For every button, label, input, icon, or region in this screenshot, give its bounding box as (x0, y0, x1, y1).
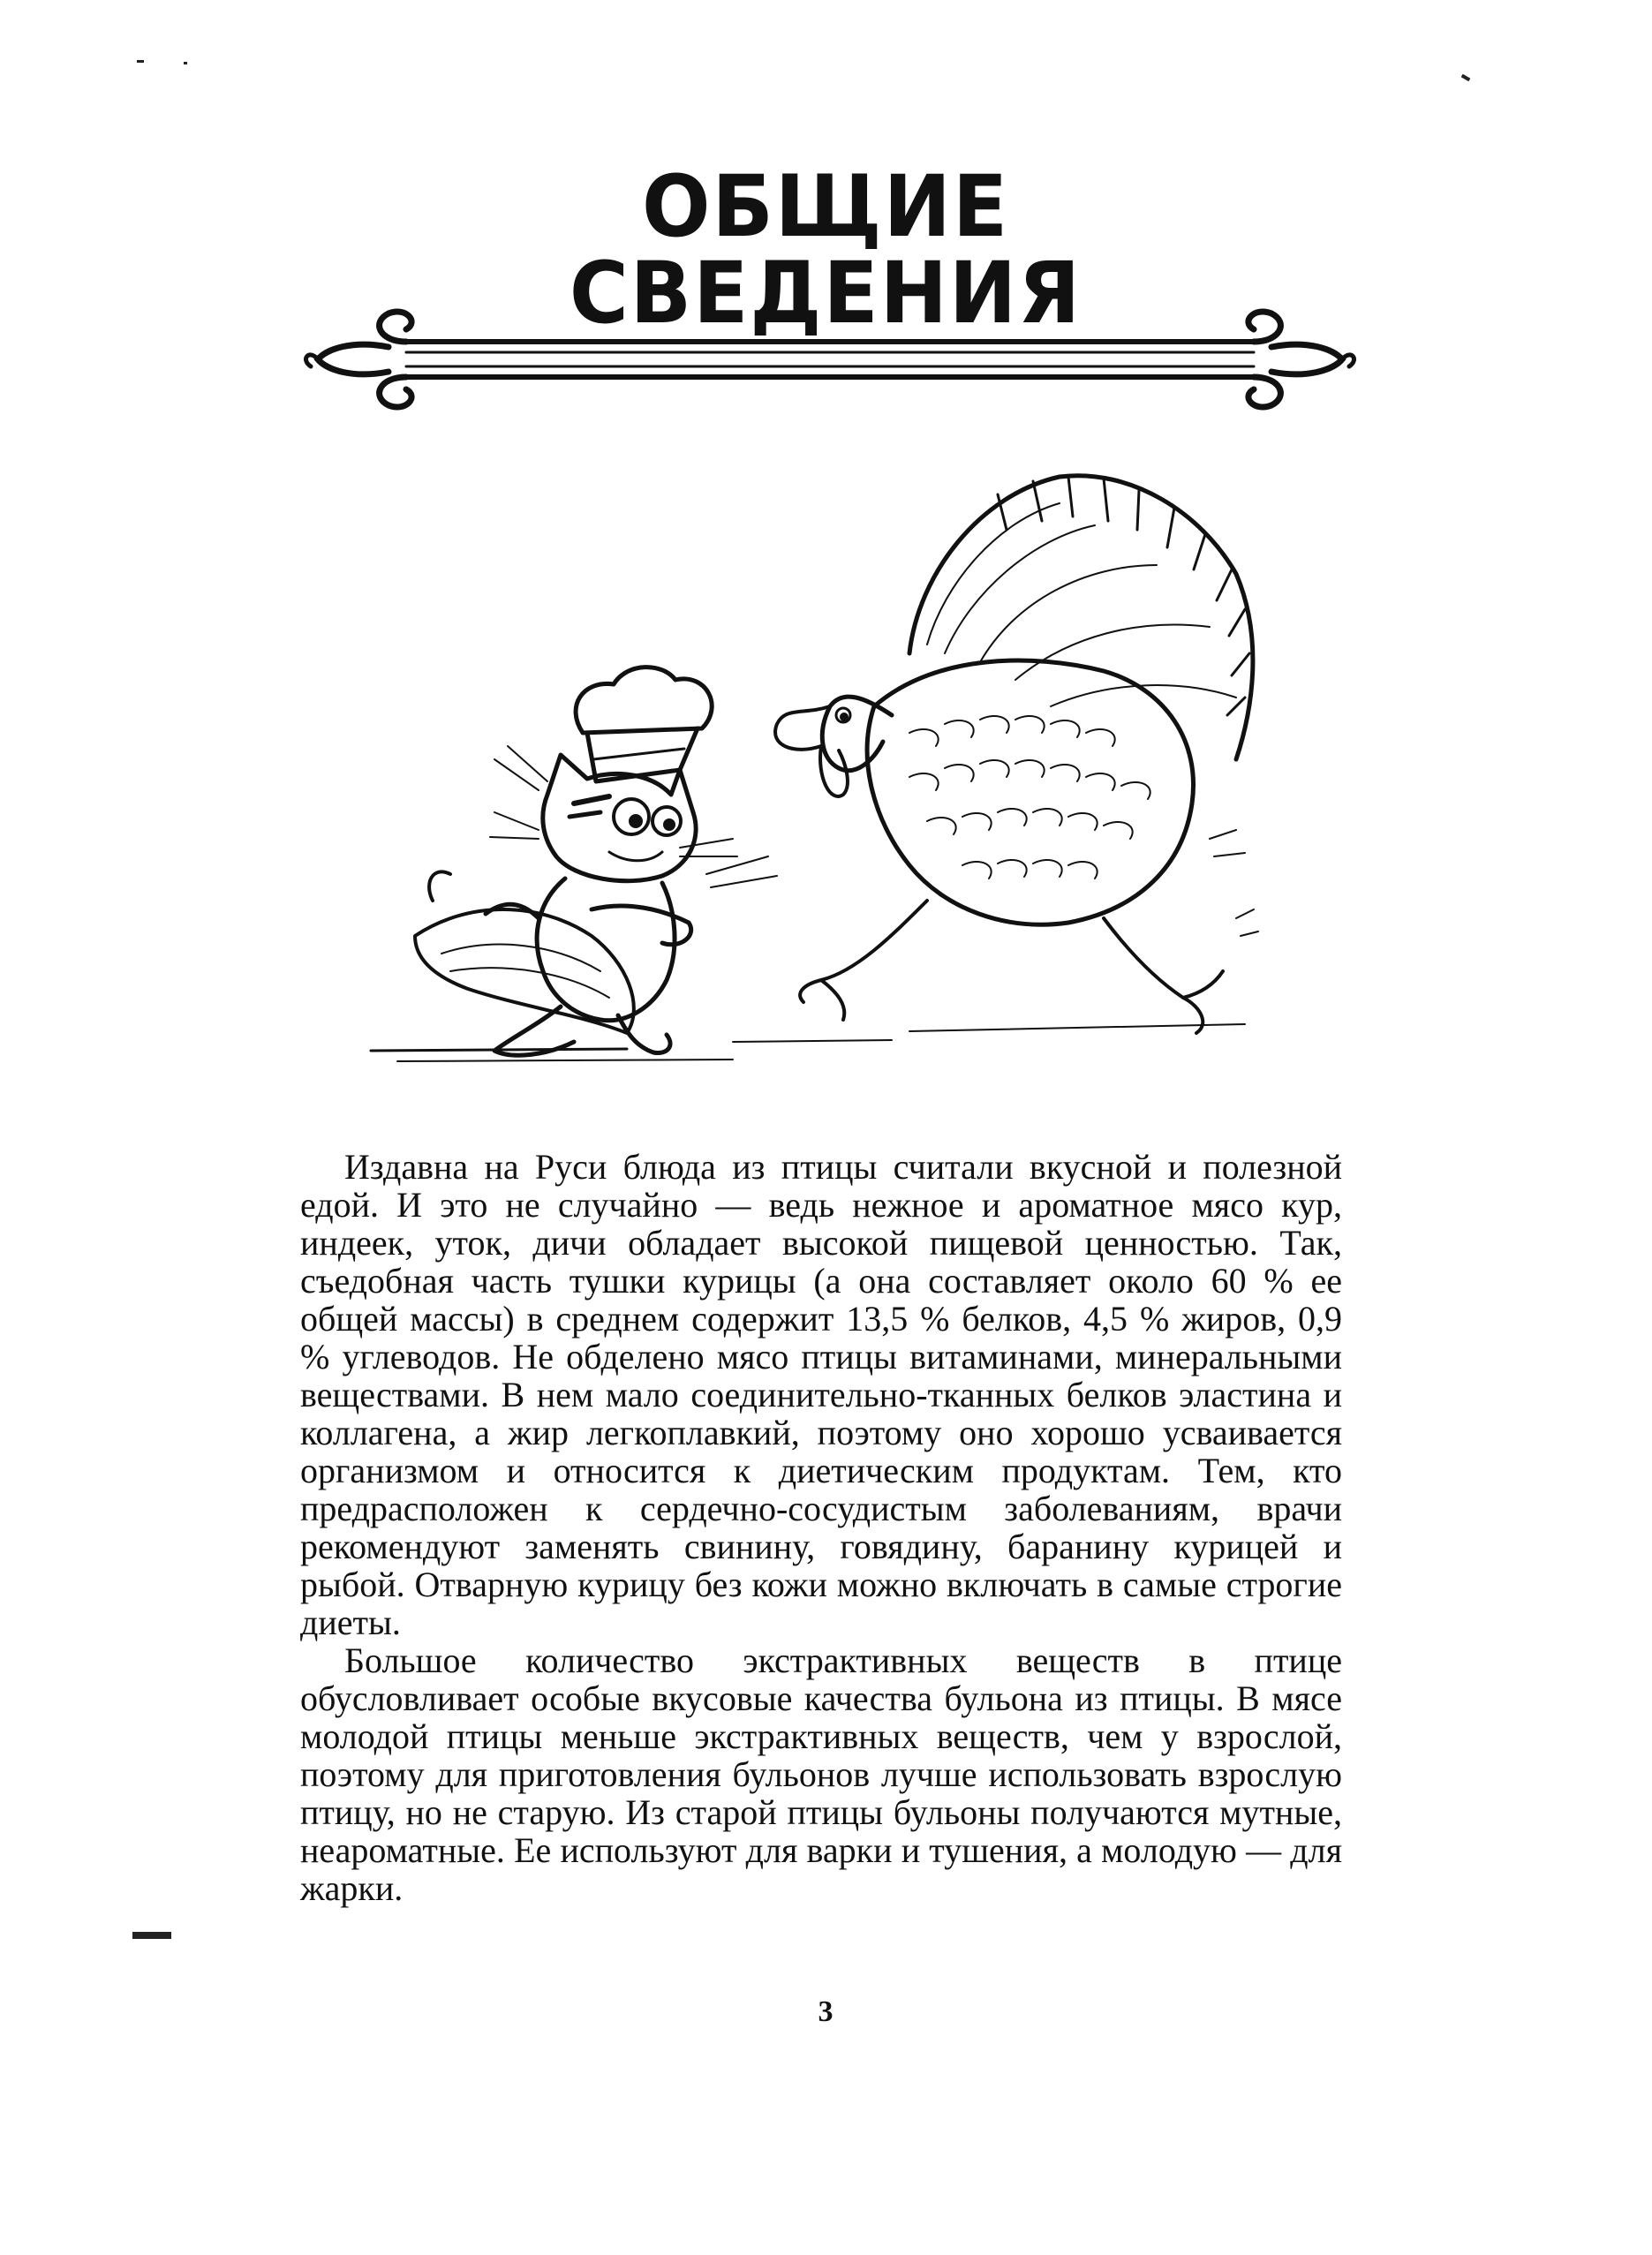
scan-speck (137, 60, 144, 63)
title-ornament (300, 296, 1360, 411)
chapter-title-line-2: СВЕДЕНИЯ (569, 244, 1082, 343)
cat-body (415, 856, 777, 1055)
cat-head (490, 746, 737, 881)
cat-chef-turkey-illustration (362, 441, 1298, 1077)
paragraph-1: Издавна на Руси блюда из птицы считали вкусной и полезной едой. И это не случайно — ведь нежное и ароматное мясо кур, индеек, уток, дичи обладает высокой пищевой ценностью. Так, съедобная часть тушки курицы (а она составляет около 60 % ее общей массы) в среднем содержит 13,5 % белков, 4,5 % жиров, 0,9 % углеводов. Не обделено мясо птицы витаминами, минеральными веществами. В нем мало соединительно-тканных белков эластина и коллагена, а жир легкоплавкий, поэтому оно хорошо усваивается организмом и относится к диетическим продуктам. Тем, кто предрасположен к сердечно-сосудистым заболеваниям, врачи рекомендуют заменять свинину, говядину, баранину курицей и рыбой. Отварную курицу без кожи можно включать в самые строгие диеты. (300, 1147, 1342, 1642)
turkey (775, 476, 1258, 1033)
chef-hat (576, 667, 712, 781)
page-number: 3 (818, 1995, 834, 2028)
scan-speck (184, 62, 187, 64)
scan-speck (1461, 74, 1471, 81)
chapter-title-line-1: ОБЩИЕ (641, 157, 1010, 256)
paragraph-2: Большое количество экстрактивных веществ в птице обусловливает особые вкусовые качества бульона из птицы. В мясе молодой птицы меньше экстрактивных веществ, чем у взрослой, поэтому для приготовления бульонов лучше использовать взрослую птицу, но не старую. Из старой птицы бульоны получаются мутные, неароматные. Ее используют для варки и тушения, а молодую — для жарки. (300, 1640, 1342, 1908)
scan-speck (132, 1932, 171, 1939)
article-body (300, 1148, 1342, 1907)
